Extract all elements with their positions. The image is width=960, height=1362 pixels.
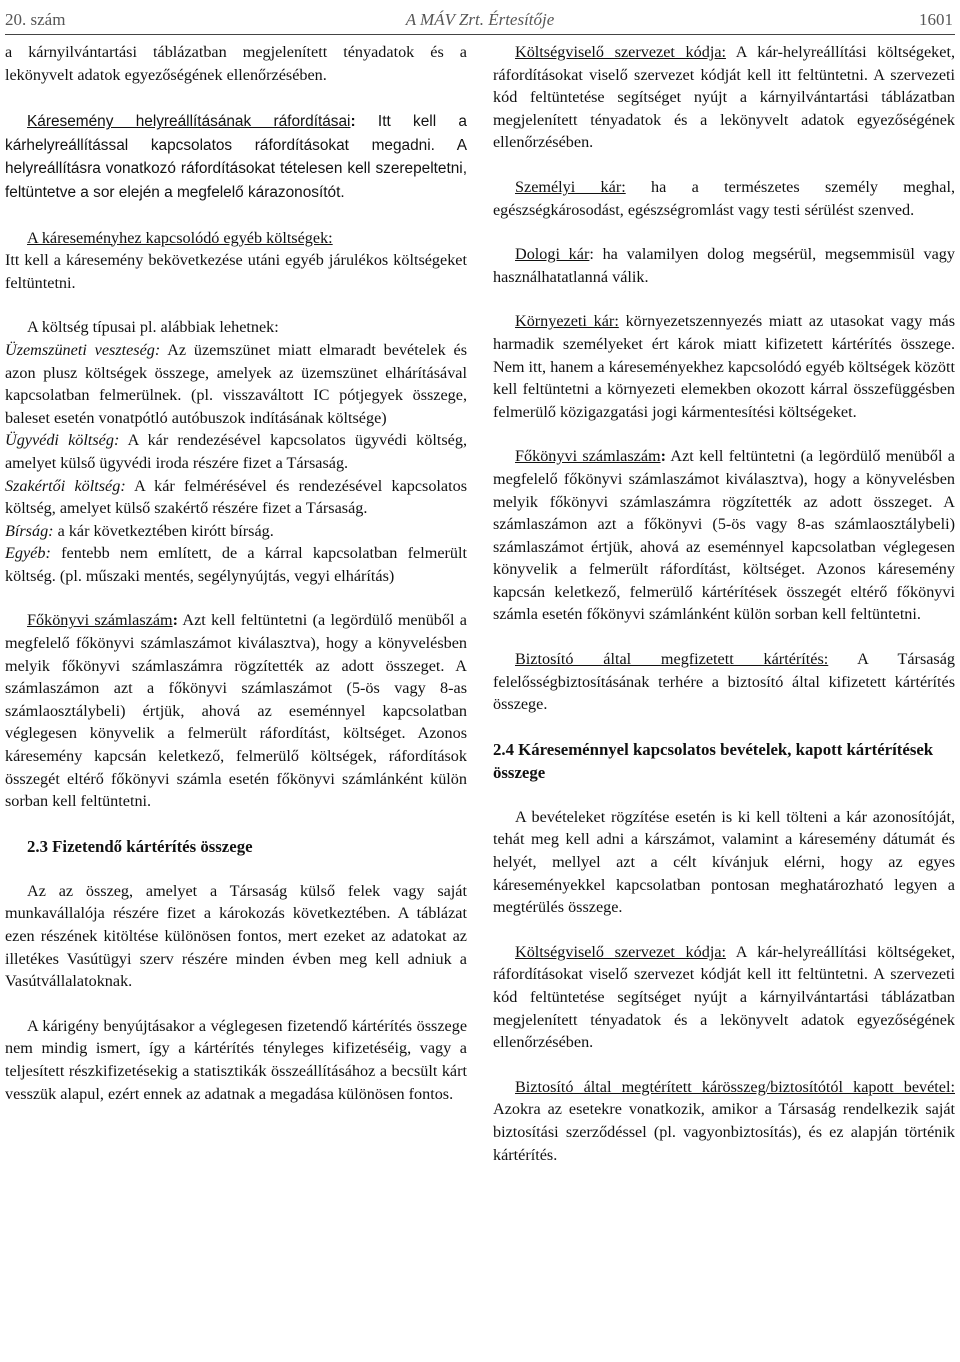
- term-insurer-paid: Biztosító által megfizetett kártérítés:: [515, 650, 829, 669]
- journal-title: A MÁV Zrt. Értesítője: [405, 10, 555, 29]
- cost-type-other: Egyéb: fentebb nem említett, de a kárral kapcsolatban felmerült költség. (pl. műszaki mentés, segélynyújtás, vegyi elhárítás): [5, 544, 467, 585]
- paragraph-cost-center-code-2: Költségviselő szervezet kódja: A kár-helyreállítási költségeket, ráfordításokat viselő szervezet kódját kell itt feltüntetni. A szervezeti kód feltüntetése segítséget nyújt a kárnyilvántartási táblázatban megjelenített tényadatok és a lekönyvelt adatok egyezőségének ellenőrzésében.: [493, 942, 955, 1052]
- paragraph-compensation-amount: Az az összeg, amelyet a Társaság külső felek vagy saját munkavállalója részére fizet a károkozás következtében. A táblázat ezen részének kitöltése különösen fontos, mert ezeket az adatokat az illetékes Vasútügyi szerv részére minden évben meg kell adniuk a Vasútvállalatoknak.: [5, 881, 467, 991]
- two-column-body: [5, 41, 955, 1166]
- paragraph-revenues: A bevételeket rögzítése esetén is ki kell tölteni a kár azonosítóját, tehát meg kell adni a kárszámot, valamint a káresemény dátumát és helyét, mellyel azt a célt kívánjuk elérni, hogy az egyes káreseményekkel kapcsolatban pontosan meghatározható legyen a megtérülés összege.: [493, 807, 955, 917]
- paragraph-insurer-reimbursed: Biztosító által megtérített kárösszeg/biztosítótól kapott bevétel: Azokra az esetekre vonatkozik, amikor a Társaság rendelkezik saját biztosítási szerződéssel (pl. vagyonbiztosítás), és ez alapján történik kártérítés.: [493, 1077, 955, 1164]
- section-heading-2-4: 2.4 Káreseménnyel kapcsolatos bevételek, kapott kártérítések összege: [493, 739, 934, 782]
- paragraph-continuation: a kárnyilvántartási táblázatban megjelenített tényadatok és a lekönyvelt adatok egyezőségének ellenőrzésében.: [5, 43, 467, 84]
- term-personal-injury: Személyi kár:: [515, 177, 626, 196]
- cost-type-expert: Szakértői költség: A kár felmérésével és rendezésével kapcsolatos költség, amelyet külső szakértő részére fizet a Társaság.: [5, 476, 467, 518]
- issue-number: 20. szám: [5, 10, 66, 29]
- paragraph-property-damage: Dologi kár: ha valamilyen dolog megsérül, megsemmisül vagy használhatatlanná válik.: [493, 245, 955, 286]
- section-heading-2-3: 2.3 Fizetendő kártérítés összege: [27, 836, 253, 856]
- paragraph-ledger-account-right: Főkönyvi számlaszám: Azt kell feltüntetni (a legördülő menüből a megfelelő főkönyvi számlaszámot kiválasztva), hogy a könyvelésben melyik főkönyvi számlaszámra rögzítették az adott összeget. A számlaszámon azt a főkönyvi (5-ös vagy 8-as számlaosztálybeli) számlaszámot értjük, ahová az eseménnyel kapcsolatban véglegesen könyvelik a felmerült ráfordítást, költséget. Azonos káresemény kapcsán keletkező, felmerülő kártérítések összegét eltérő főkönyvi számla esetén főkönyvi számlánként külön sorban kell feltüntetni.: [493, 447, 955, 624]
- page-number: 1601: [919, 10, 953, 29]
- paragraph-ledger-account: Főkönyvi számlaszám: Azt kell feltüntetni (a legördülő menüből a megfelelő főkönyvi számlaszámot kiválasztva), hogy a könyvelésben melyik főkönyvi számlaszámra rögzítették az adott összeget. A számlaszámon azt a főkönyvi számlaszámot (5-ös vagy 8-as számlaosztálybeli) értjük, ahová az eseménnyel kapcsolatban véglegesen könyvelik a felmerült ráfordítást, költséget. Azonos káresemény kapcsán keletkező, felmerülő költségek, ráfordítások összegét eltérő főkönyvi számla esetén főkönyvi számlánként külön sorban kell feltüntetni.: [5, 611, 467, 811]
- paragraph-personal-injury: Személyi kár: ha a természetes személy meghal, egészségkárosodást, egészségromlást vagy testi sérülést szenved.: [493, 177, 955, 219]
- cost-types-intro: A költség típusai pl. alábbiak lehetnek:: [27, 318, 279, 337]
- cost-type-fine: Bírság: a kár következtében kirótt bírság.: [5, 521, 274, 540]
- left-column: [5, 41, 467, 1166]
- paragraph-insurer-paid: Biztosító által megfizetett kártérítés: A Társaság felelősségbiztosításának terhére a biztosító által kifizetett kártérítés összege.: [493, 650, 956, 714]
- term-cost-center-code: Költségviselő szervezet kódja:: [515, 43, 727, 61]
- paragraph-cost-center-code: Költségviselő szervezet kódja: A kár-helyreállítási költségeket, ráfordításokat viselő szervezet kódját kell itt feltüntetni. A szervezeti kód feltüntetése segítséget nyújt a kárnyilvántartási táblázatban megjelenített tényadatok és a lekönyvelt adatok egyezőségének ellenőrzésében.: [493, 43, 955, 152]
- cost-type-legal: Ügyvédi költség: A kár rendezésével kapcsolatos ügyvédi költség, amelyet külső ügyvédi iroda részére fizet a Társaság.: [5, 431, 467, 472]
- paragraph-environmental-damage: Környezeti kár: környezetszennyezés miatt az utasokat vagy más harmadik személyeket ért károk miatt kifizetett kártérítés összege. Nem itt, hanem a káreseményekhez kapcsolódó egyéb költségek között kell feltüntetni a környezeti elemekben okozott kárral összefüggésben felmerülő közigazgatási jogi kármentesítési költségeket.: [493, 312, 956, 421]
- term-cost-center-code-2: Költségviselő szervezet kódja:: [515, 942, 727, 961]
- term-property-damage: Dologi kár: [515, 245, 590, 264]
- term-ledger-account-right: Főkönyvi számlaszám: [515, 447, 661, 466]
- paragraph-restoration-costs: Káresemény helyreállításának ráfordításai: Itt kell a kárhelyreállítással kapcsolatos ráfordításokat megadni. A helyreállításra vonatkozó ráfordításokat tételesen kell szerepeltetni, feltüntetve a sor elején a megfelelő kárazonosítót.: [5, 113, 467, 201]
- term-environmental-damage: Környezeti kár:: [515, 312, 619, 331]
- page-header: [5, 6, 955, 32]
- cost-type-outage: Üzemszüneti veszteség: Az üzemszünet miatt elmaradt bevételek és azon plusz költségek összege, amelyek az üzemszünet elhárításával kapcsolatban felmerülnek. (pl. visszaváltott IC pótjegyek összege, baleset esetén vonatpótló autóbuszok indításának költsége): [5, 340, 467, 427]
- term-other-costs: A káreseményhez kapcsolódó egyéb költségek:: [27, 228, 333, 247]
- paragraph-other-costs: A káreseményhez kapcsolódó egyéb költségek: Itt kell a káresemény bekövetkezése utáni egyéb járulékos költségeket feltüntetni.: [5, 228, 467, 292]
- paragraph-claim-submission: A kárigény benyújtásakor a véglegesen fizetendő kártérítés összege nem mindig ismert, így a kártérítés tényleges kifizetéséig, vagy a teljesített részkifizetésekig a statisztikák összeállításához a becsült kárt vesszük alapul, ezért ennek az adatnak a megadása különösen fontos.: [5, 1016, 467, 1103]
- term-insurer-reimbursed: Biztosító által megtérített kárösszeg/biztosítótól kapott bevétel:: [515, 1077, 955, 1096]
- header-rule: [5, 34, 955, 35]
- term-restoration-costs: Káresemény helyreállításának ráfordításai: [27, 113, 351, 131]
- right-column: [493, 41, 955, 1166]
- term-ledger-account: Főkönyvi számlaszám: [27, 611, 173, 630]
